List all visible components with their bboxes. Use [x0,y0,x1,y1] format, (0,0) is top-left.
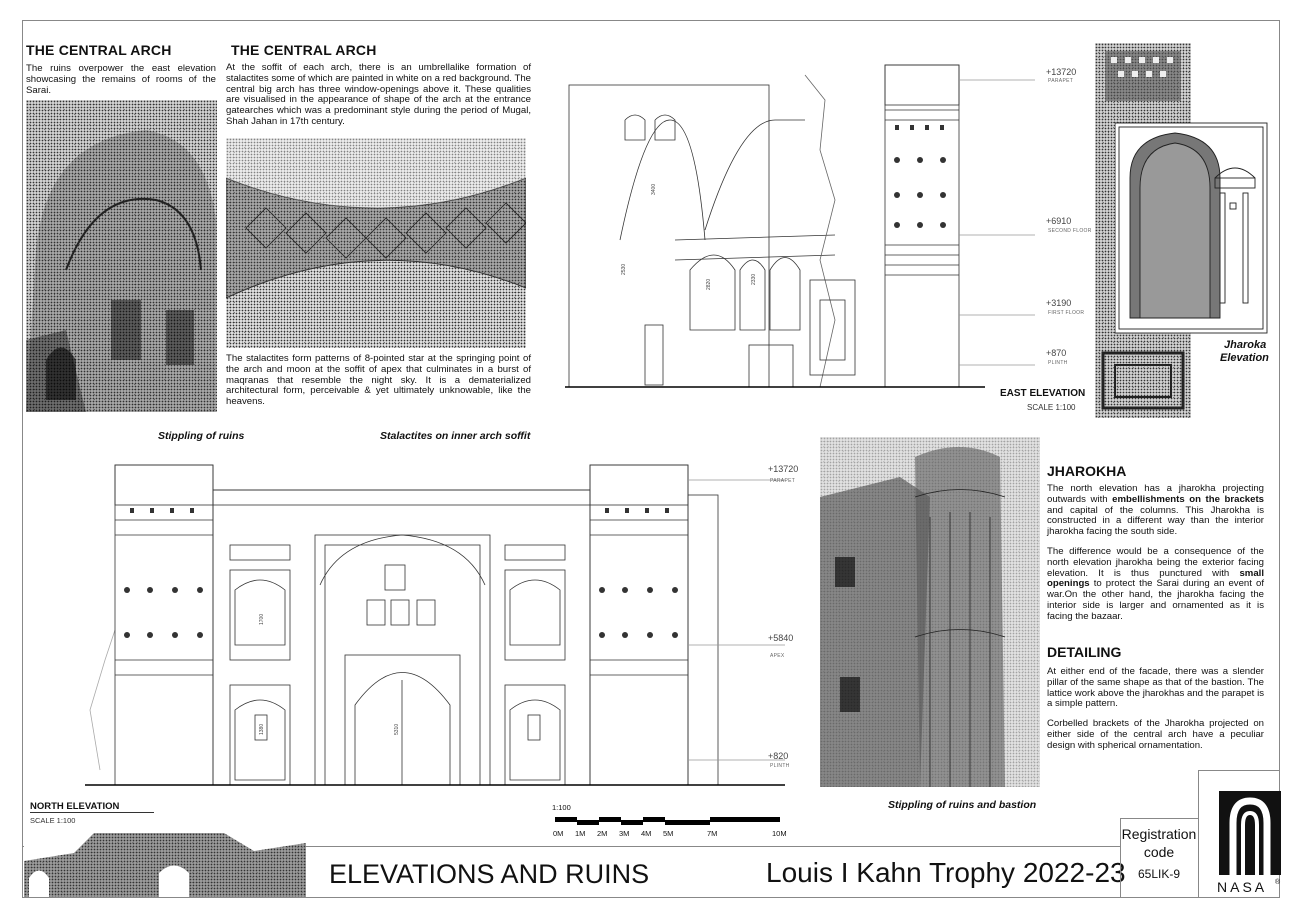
middle-text-1: At the soffit of each arch, there is an umbrellalike formation of stalactites some of which are painted in white on a red background. The central big arch has three window-openings above it. These qualities are visualised in the appearance of shape of the arch at the entrance gatearches which was a predominant style during the period of Mugal, Shah Jahan in 17th century. [226,62,531,127]
nasa-logo-text: NASA [1217,879,1268,895]
bastion-sketch [820,437,1040,787]
bastion-caption: Stippling of ruins and bastion [888,799,1037,811]
north-level-plinth-label: PLINTH [770,763,790,769]
north-title-underline [30,812,154,813]
east-level-parapet: +13720 [1046,67,1077,77]
scalebar [555,815,790,827]
north-elevation-title: NORTH ELEVATION [30,801,120,812]
north-level-parapet: +13720 [768,464,799,474]
stalactite-sketch [226,138,526,348]
scale-tick-1: 1M [575,829,586,838]
middle-caption: Stalactites on inner arch soffit [380,430,531,442]
scale-tick-3: 3M [619,829,630,838]
north-dim-2: 1380 [259,723,265,735]
ruins-sketch [26,100,217,412]
east-level-parapet-label: PARAPET [1048,78,1074,84]
detailing-heading: DETAILING [1047,644,1122,660]
detailing-paragraph-2: Corbelled brackets of the Jharokha projected on either side of the central arch have a peculiar design with spherical ornamentation. [1047,718,1264,751]
jharoka-caption-2: Elevation [1220,352,1269,364]
north-level-plinth: +820 [768,751,789,761]
jharokha-p1-bold: embellishments on the brackets [1112,493,1264,505]
east-elevation-scale: SCALE 1:100 [1027,403,1076,412]
north-elevation-scale: SCALE 1:100 [30,816,76,825]
jharokha-heading: JHAROKHA [1047,463,1127,479]
middle-text-2: The stalactites form patterns of 8-pointed star at the springing point of the arch and moon at the soffit of apex that culminates in a burst of maqranas that resemble the night sky. It is a dematerialized architectural form, perceivable & yet ultimately unknowable, like the heavens. [226,353,531,408]
scale-tick-0: 0M [553,829,564,838]
jharokha-p2-bold: small openings [1047,567,1264,590]
left-heading: THE CENTRAL ARCH [26,42,172,58]
registration-label-1: Registration [1121,826,1197,842]
nasa-logo-registered: ® [1275,879,1281,886]
jharokha-p1-a: The north elevation has a jharokha projecting outwards with [1047,483,1264,505]
footer-ruins-image [24,833,306,897]
registration-code: 65LIK-9 [1137,867,1181,881]
left-caption: Stippling of ruins [158,430,245,442]
bastion-stippling-image [820,437,1040,787]
scale-tick-5: 5M [663,829,674,838]
footer-ruins-sketch [24,833,306,897]
registration-label-2: code [1143,844,1175,860]
east-level-first-floor: +3190 [1046,298,1072,308]
east-elevation-title: EAST ELEVATION [1000,388,1086,399]
east-elevation-drawing [565,60,1085,390]
ruins-stippling-image [26,100,217,412]
scalebar-ratio: 1:100 [552,803,571,812]
detailing-paragraph-1: At either end of the facade, there was a slender pillar of the same shape as that of the bastion. The lattice work above the jharokhas and the parapet is a simple pattern. [1047,666,1264,710]
jharokha-text [1047,484,1264,632]
north-elevation-drawing [85,460,785,800]
left-text: The ruins overpower the east elevation showcasing the remains of rooms of the Sarai. [26,63,216,96]
competition-title: Louis I Kahn Trophy 2022-23 [766,857,1126,888]
east-level-first-floor-label: FIRST FLOOR [1048,310,1085,316]
jharoka-caption-1: Jharoka [1224,339,1267,351]
detailing-text [1047,667,1264,761]
north-level-parapet-label: PARAPET [770,478,796,484]
east-dim-1: 3400 [651,183,657,195]
east-level-plinth: +870 [1046,348,1067,358]
jharokha-paragraph-2 [1047,547,1264,623]
east-level-plinth-label: PLINTH [1048,360,1068,366]
east-dim-3: 2820 [706,278,712,290]
north-level-apex-label: APEX [770,653,785,659]
east-level-second-floor-label: SECOND FLOOR [1048,228,1092,234]
scale-tick-4: 4M [641,829,652,838]
north-level-apex: +5840 [768,633,794,643]
jharokha-p1-c: and capital of the columns. This Jharokha is constructed in a different way than the interior jharokha facing the south side. [1047,504,1264,538]
sheet-title: ELEVATIONS AND RUINS [329,859,650,889]
scale-tick-10: 10M [772,829,787,838]
scale-tick-2: 2M [597,829,608,838]
nasa-logo-icon [1219,791,1281,875]
north-dim-3: 5310 [394,723,400,735]
east-dim-4: 2330 [751,273,757,285]
jharokha-paragraph-1 [1047,484,1264,538]
jharokha-p2-a: The difference would be a consequence of the north elevation jharokha being the exterior facing elevation. It is thus punctured with [1047,545,1264,579]
jharoka-elevation-drawing [1115,118,1270,338]
east-dim-2: 2530 [621,263,627,275]
north-dim-1: 1700 [259,613,265,625]
scale-tick-7: 7M [707,829,718,838]
stalactites-image [226,138,526,348]
east-level-second-floor: +6910 [1046,216,1072,226]
jharokha-p2-c: to protect the Sarai during an event of war.On the other hand, the jharokha facing the interior side is larger and ornamented as it is facing the bazaar. [1047,578,1264,622]
middle-heading: THE CENTRAL ARCH [231,42,377,58]
